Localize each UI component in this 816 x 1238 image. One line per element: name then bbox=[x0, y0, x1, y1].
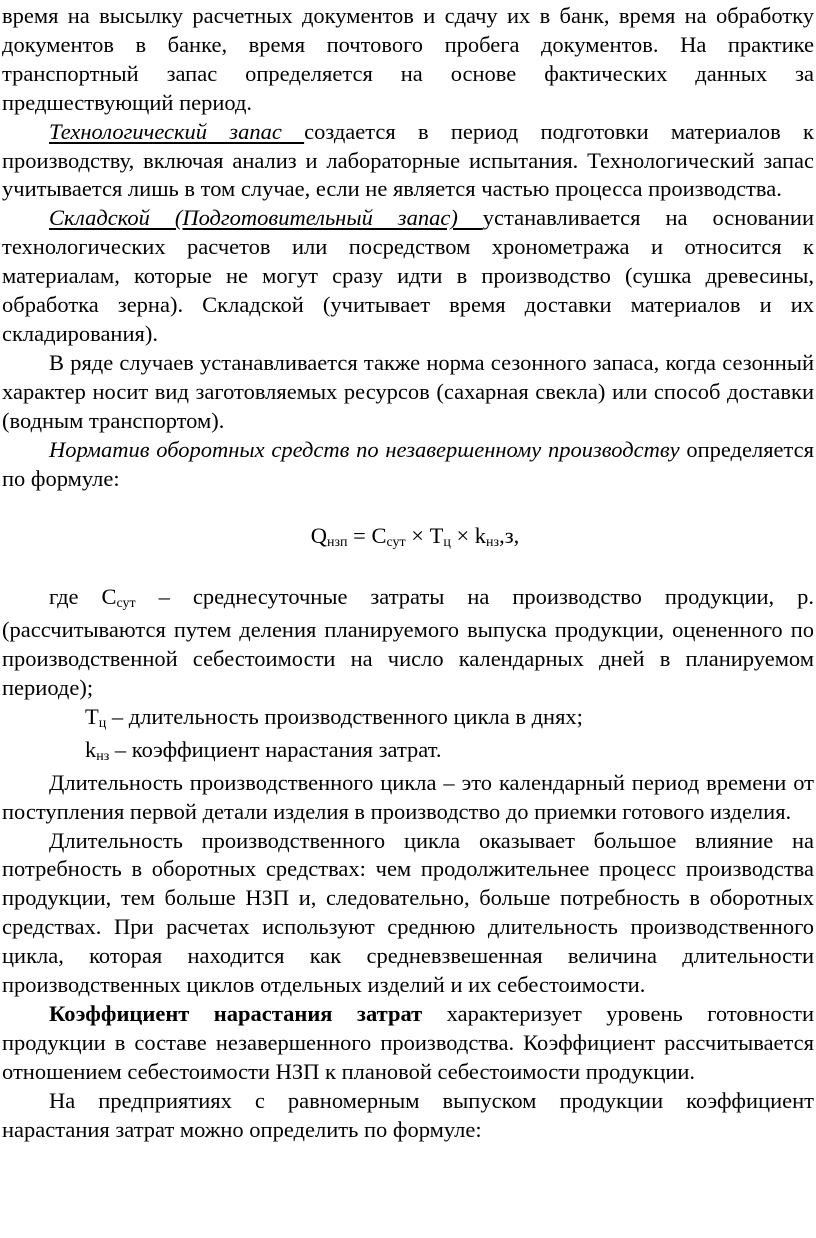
paragraph-wip-norm bbox=[2, 436, 814, 494]
definition-k bbox=[2, 736, 814, 769]
paragraph-technological-stock bbox=[2, 118, 814, 205]
def-t-sub: ц bbox=[98, 715, 107, 731]
technological-stock-text: создается в период подготовки материалов к производству, включая анализ и лабораторные испытания. Технологический запас учитывается лишь в том случае, если не является частью процесса производства. bbox=[2, 118, 814, 202]
warehouse-stock-text: устанавливается на основании технологических расчетов или посредством хронометража и относится к материалам, которые не могут сразу идти в производство (сушка древесины, обработка зерна). Складской (учитывает время доставки материалов и их складирования). bbox=[2, 205, 815, 346]
formula-times-k: × k bbox=[450, 523, 487, 549]
term-wip-norm: Норматив оборотных средств по незавершенному производству bbox=[49, 436, 680, 462]
paragraph-transport-stock: время на высылку расчетных документов и сдачу их в банк, время на обработку документов в банке, время почтового пробега документов. На практике транспортный запас определяется на основе фактических данных за предшествующий период. bbox=[2, 3, 814, 115]
def-k-symbol: k bbox=[85, 736, 97, 762]
cost-coefficient-text: характеризует уровень готовности продукции в составе незавершенного производства. Коэффициент рассчитывается отношением себестоимости НЗП к плановой себестоимости продукции. bbox=[2, 1001, 814, 1084]
formula-wip bbox=[2, 522, 814, 555]
definition-t bbox=[2, 703, 814, 736]
formula-t-sub: ц bbox=[443, 535, 451, 551]
paragraph-seasonal-stock: В ряде случаев устанавливается также норма сезонного запаса, когда сезонный характер носит вид заготовляемых ресурсов (сахарная свекла) или способ доставки (водным транспортом). bbox=[2, 349, 814, 433]
formula-times-t: × Т bbox=[405, 523, 444, 549]
term-warehouse-stock: Складской (Подготовительный запас) bbox=[49, 205, 483, 231]
paragraph-cycle-influence: Длительность производственного цикла оказывает большое влияние на потребность в оборотных средствах: чем продолжительнее процесс производства продукции, тем больше НЗП и, следовательно, больше потребность в оборотных средствах. При расчетах используют среднюю длительность производственного цикла, которая находится как средневзвешенная величина длительности производственных циклов отдельных изделий и их себестоимости. bbox=[2, 827, 814, 998]
paragraph-uniform-output: На предприятиях с равномерным выпуском продукции коэффициент нарастания затрат можно определить по формуле: bbox=[2, 1087, 814, 1142]
term-cost-coefficient: Коэффициент нарастания затрат bbox=[49, 1001, 423, 1026]
paragraph-cycle-definition: Длительность производственного цикла – это календарный период времени от поступления первой детали изделия в производство до приемки готового изделия. bbox=[2, 769, 814, 824]
def-k-text: – коэффициент нарастания затрат. bbox=[109, 736, 442, 762]
formula-k-sub: нз bbox=[486, 535, 500, 551]
where-c-text: – среднесуточные затраты на производство продукции, р. (рассчитываются путем деления планируемого выпуска продукции, оцененного по производственной себестоимости на число календарных дней в планируемом периоде); bbox=[2, 584, 814, 701]
formula-c-sub: сут bbox=[386, 535, 406, 551]
paragraph-cost-coefficient bbox=[2, 1000, 814, 1087]
term-technological-stock: Технологический запас bbox=[49, 118, 305, 144]
formula-eq: = С bbox=[347, 523, 387, 549]
paragraph-warehouse-stock bbox=[2, 204, 814, 349]
where-c-sub: сут bbox=[116, 596, 136, 612]
def-k-sub: нз bbox=[96, 748, 110, 764]
formula-tail: ,з, bbox=[499, 523, 520, 549]
formula-q: Q bbox=[310, 523, 328, 549]
paragraph-where-c bbox=[2, 583, 814, 703]
formula-q-sub: нзп bbox=[327, 535, 348, 551]
def-t-text: – длительность производственного цикла в днях; bbox=[106, 703, 583, 729]
wip-norm-text: определяется по формуле: bbox=[2, 436, 814, 491]
where-c-lead: где С bbox=[49, 584, 117, 610]
def-t-symbol: Т bbox=[85, 703, 99, 729]
